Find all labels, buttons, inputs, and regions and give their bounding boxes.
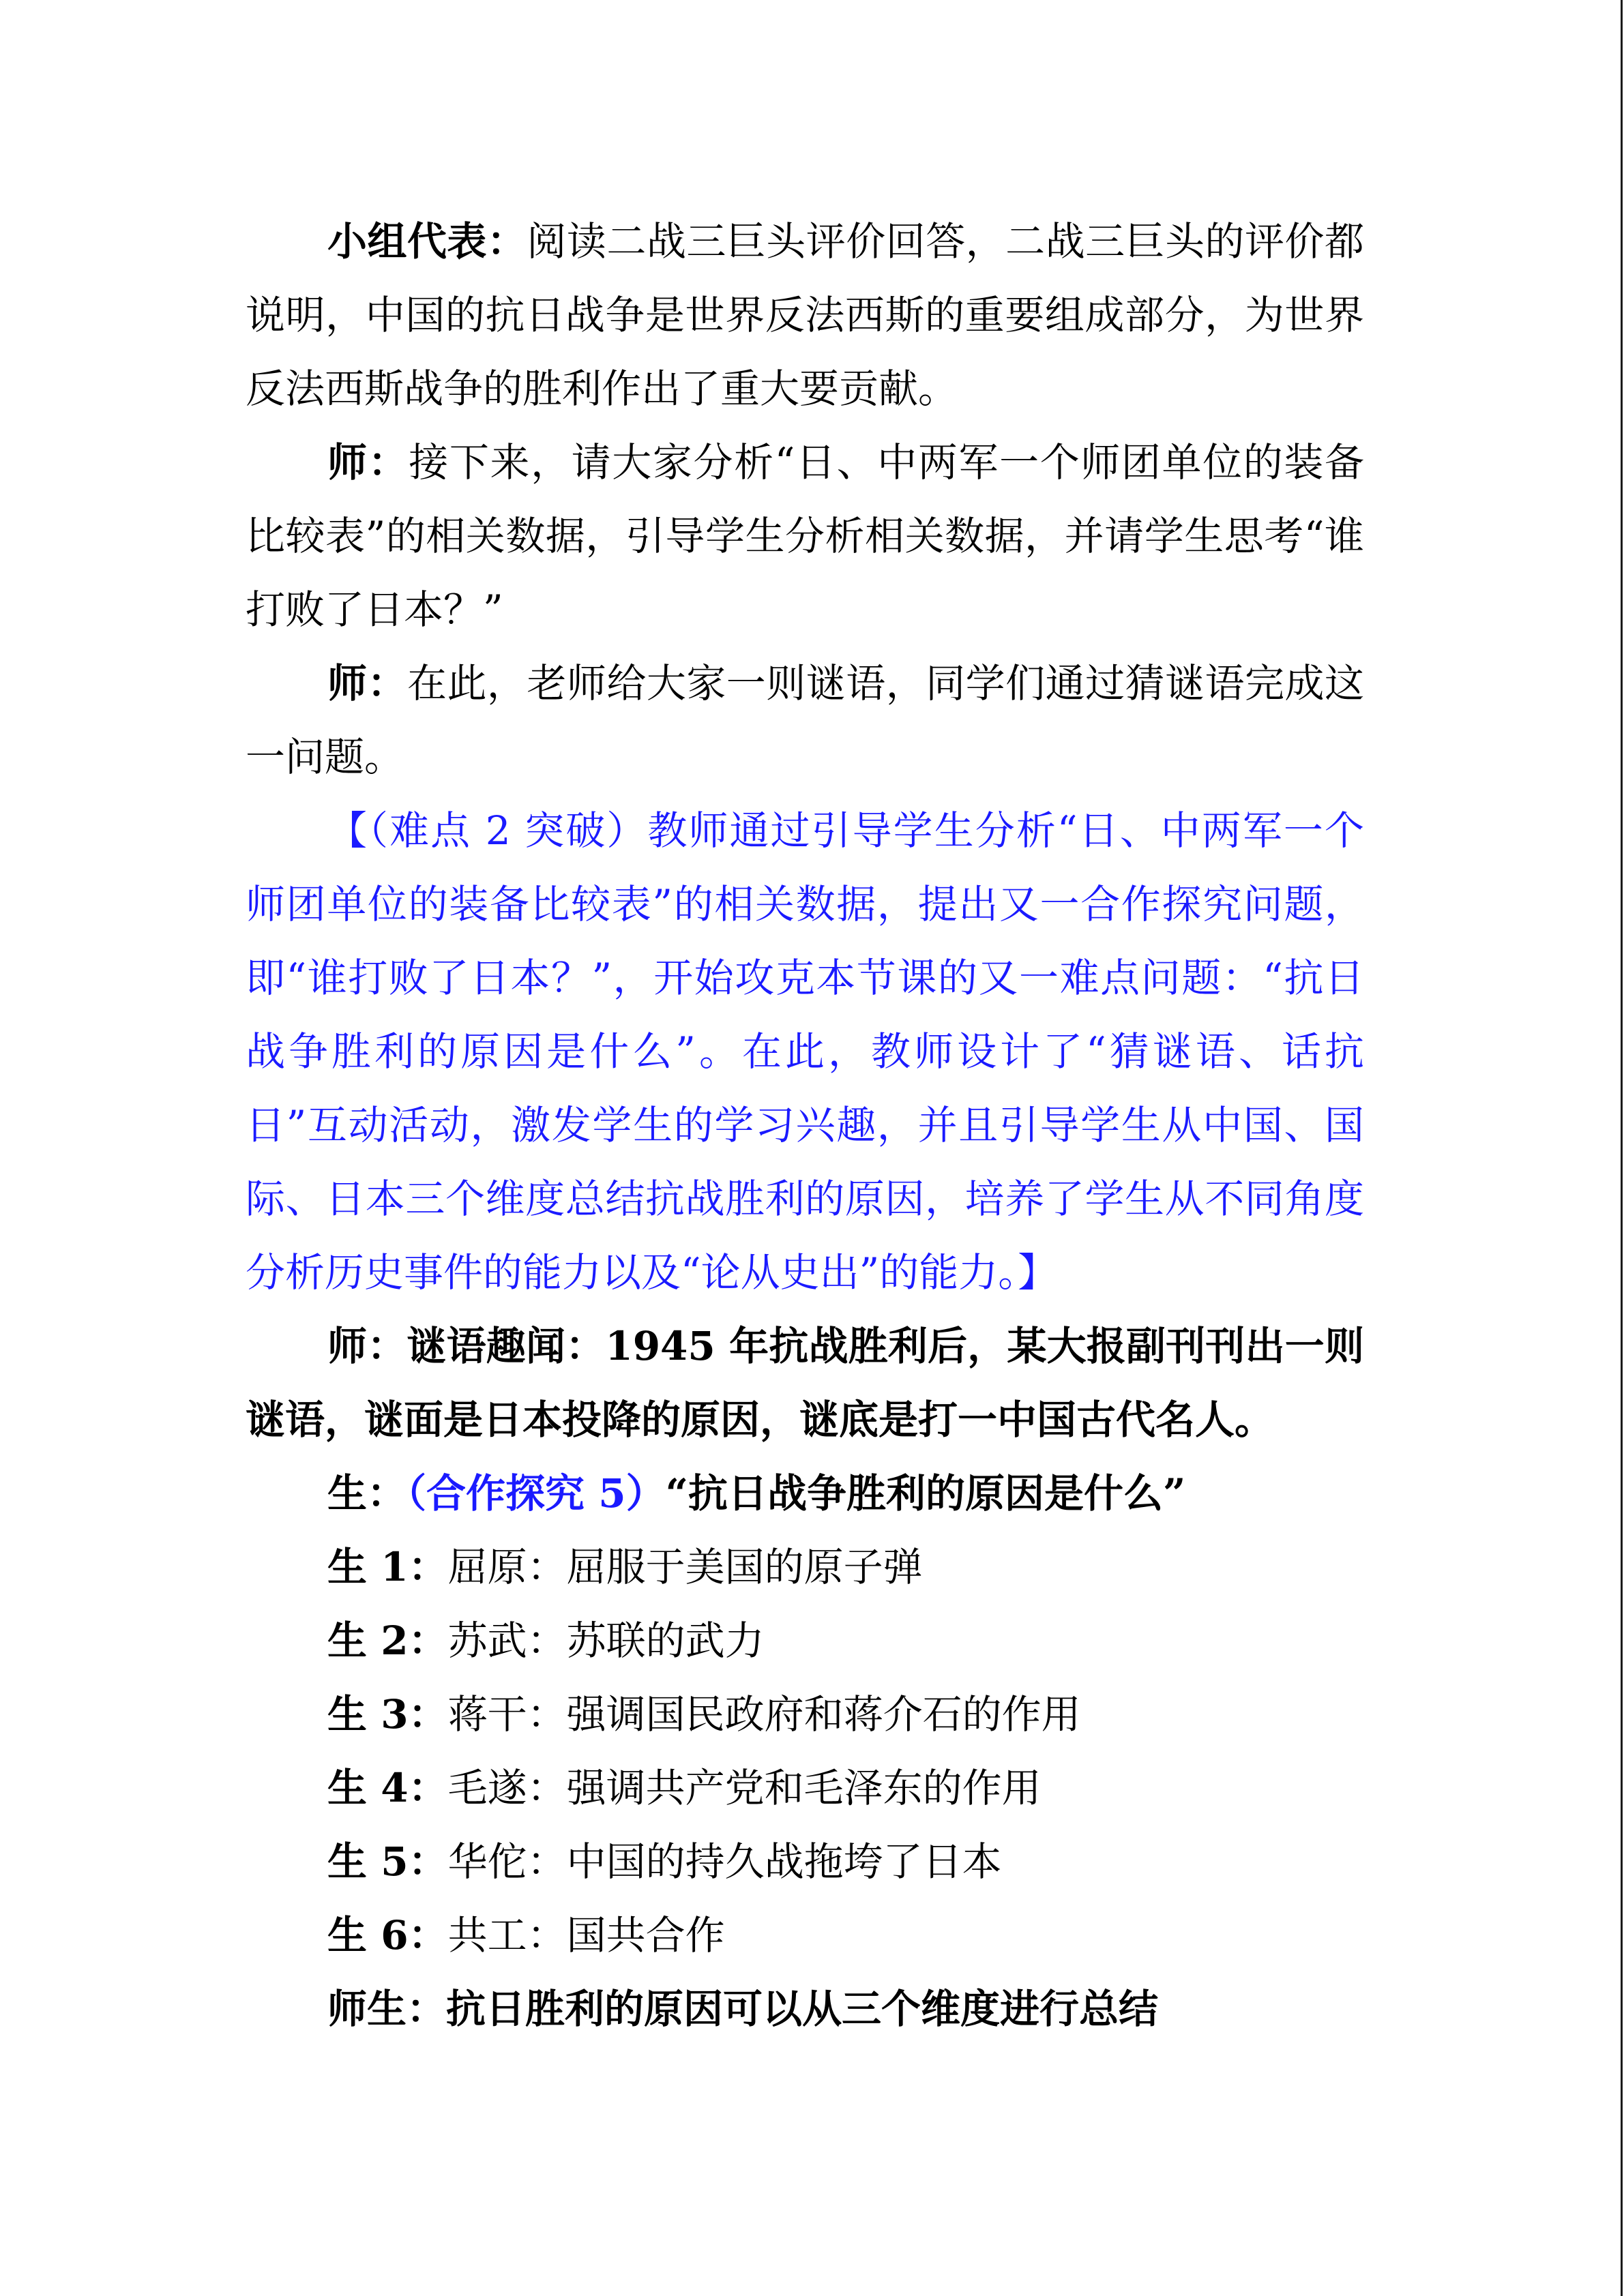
answer-meaning: 国共合作 bbox=[566, 1912, 725, 1958]
answer-name: 蒋干： bbox=[447, 1691, 567, 1738]
answer-item bbox=[246, 1898, 1364, 1972]
document-body bbox=[246, 205, 1364, 2046]
answer-list bbox=[246, 1530, 1364, 1972]
speaker-label: 师： bbox=[327, 660, 407, 706]
answer-name: 共工： bbox=[447, 1912, 567, 1958]
paragraph-teacher-riddle bbox=[246, 646, 1364, 794]
answer-item bbox=[246, 1825, 1364, 1898]
answer-meaning: 强调国民政府和蒋介石的作用 bbox=[566, 1691, 1081, 1738]
answer-meaning: 屈服于美国的原子弹 bbox=[566, 1544, 923, 1590]
answer-label: 生 5： bbox=[327, 1838, 448, 1885]
speaker-label: 小组代表： bbox=[327, 218, 527, 265]
speaker-label: 生： bbox=[327, 1470, 407, 1517]
paragraph-difficulty-breakthrough: 【（难点 2 突破）教师通过引导学生分析“日、中两军一个师团单位的装备比较表”的相关数据，提出又一合作探究问题，即“谁打败了日本？”，开始攻克本节课的又一难点问题：“抗日战争胜利的原因是什么”。在此，教师设计了“猜谜语、话抗日”互动活动，激发学生的学习兴趣，并且引导学生从中国、国际、日本三个维度总结抗战胜利的原因，培养了学生从不同角度分析历史事件的能力以及“论从史出”的能力。】 bbox=[246, 807, 1364, 1296]
answer-label: 生 4： bbox=[327, 1765, 448, 1811]
answer-item bbox=[246, 1604, 1364, 1678]
answer-name: 毛遂： bbox=[447, 1765, 567, 1811]
paragraph-cooperative-inquiry bbox=[246, 1457, 1364, 1530]
answer-label: 生 3： bbox=[327, 1691, 448, 1738]
paragraph-teacher-analysis bbox=[246, 426, 1364, 646]
answer-label: 生 2： bbox=[327, 1617, 448, 1664]
inquiry-tag: （合作探究 5） bbox=[407, 1470, 666, 1517]
paragraph-group-representative bbox=[246, 205, 1364, 426]
answer-item bbox=[246, 1751, 1364, 1825]
answer-meaning: 强调共产党和毛泽东的作用 bbox=[566, 1765, 1042, 1811]
page-edge-line bbox=[1621, 0, 1623, 2296]
answer-name: 苏武： bbox=[447, 1617, 567, 1664]
answer-name: 华佗： bbox=[447, 1838, 567, 1885]
paragraph-riddle-story: 师：谜语趣闻：1945 年抗战胜利后，某大报副刊刊出一则谜语，谜面是日本投降的原因，谜底是打一中国古代名人。 bbox=[246, 1323, 1364, 1443]
paragraph-text: 在此，老师给大家一则谜语，同学们通过猜谜语完成这一问题。 bbox=[246, 660, 1364, 780]
speaker-label: 师： bbox=[327, 439, 409, 486]
inquiry-question: “抗日战争胜利的原因是什么” bbox=[665, 1470, 1186, 1517]
paragraph-text: 接下来，请大家分析“日、中两军一个师团单位的装备比较表”的相关数据，引导学生分析相关数据，并请学生思考“谁打败了日本？” bbox=[246, 439, 1364, 633]
paragraph-text: 阅读二战三巨头评价回答，二战三巨头的评价都说明，中国的抗日战争是世界反法西斯的重要组成部分，为世界反法西斯战争的胜利作出了重大要贡献。 bbox=[246, 218, 1364, 412]
answer-label: 生 1： bbox=[327, 1544, 448, 1590]
paragraph-closing-summary: 师生：抗日胜利的原因可以从三个维度进行总结 bbox=[327, 1986, 1159, 2032]
answer-item bbox=[246, 1530, 1364, 1604]
answer-label: 生 6： bbox=[327, 1912, 448, 1958]
answer-meaning: 苏联的武力 bbox=[566, 1617, 765, 1664]
answer-name: 屈原： bbox=[447, 1544, 567, 1590]
answer-item bbox=[246, 1678, 1364, 1751]
answer-meaning: 中国的持久战拖垮了日本 bbox=[566, 1838, 1002, 1885]
